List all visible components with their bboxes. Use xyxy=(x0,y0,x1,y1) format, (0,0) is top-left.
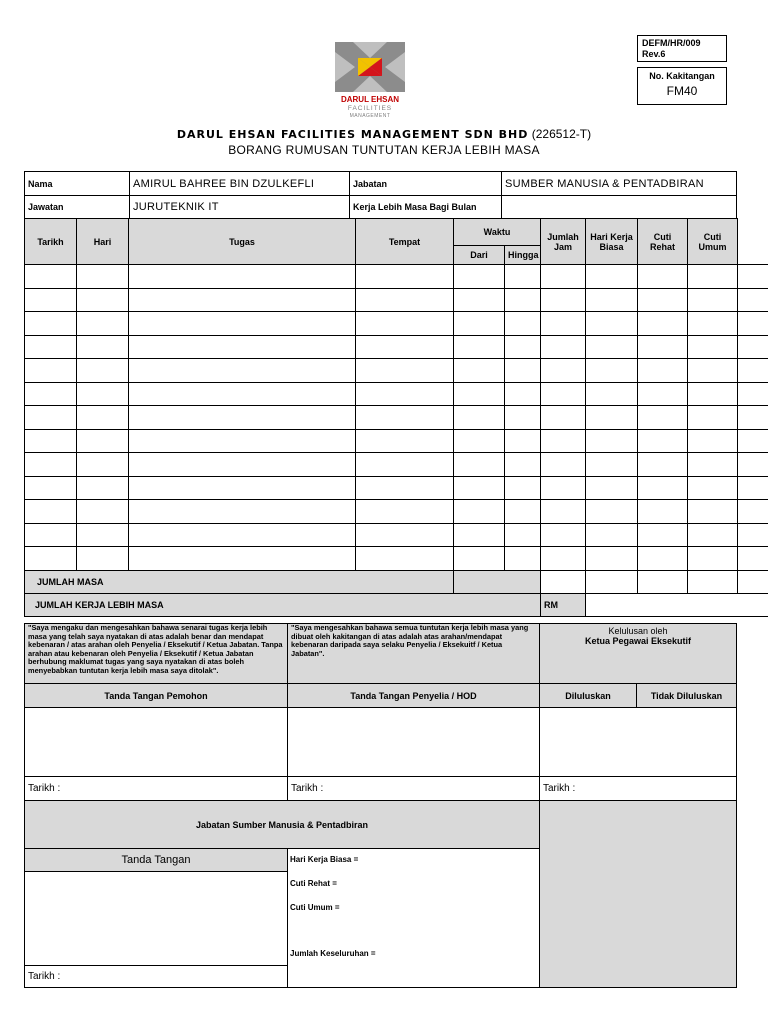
entry-cell-rest-day[interactable] xyxy=(638,335,688,359)
entry-cell-public-holiday-end[interactable] xyxy=(738,335,768,359)
entry-cell-workday[interactable] xyxy=(586,406,638,430)
hr-grand-total-label: Jumlah Keseluruhan = xyxy=(290,949,376,958)
declaration-table xyxy=(24,623,737,988)
entry-cell-public-holiday-end[interactable] xyxy=(738,288,768,312)
entry-cell-task[interactable] xyxy=(129,288,356,312)
entry-cell-total-hours[interactable] xyxy=(541,547,586,571)
entry-cell-place[interactable] xyxy=(356,406,454,430)
ceo-signature-box[interactable] xyxy=(540,708,737,777)
entry-cell-public-holiday-end[interactable] xyxy=(738,406,768,430)
entry-cell-rest-day[interactable] xyxy=(638,523,688,547)
entry-cell-place[interactable] xyxy=(356,265,454,289)
entry-cell-rest-day[interactable] xyxy=(638,265,688,289)
entry-cell-public-holiday[interactable] xyxy=(688,523,738,547)
entry-cell-workday[interactable] xyxy=(586,453,638,477)
col-header-to: Hingga xyxy=(505,246,541,265)
entry-cell-total-hours[interactable] xyxy=(541,500,586,524)
entry-cell-to[interactable] xyxy=(505,406,541,430)
entry-cell-date[interactable] xyxy=(25,453,77,477)
entry-cell-task[interactable] xyxy=(129,476,356,500)
entry-cell-date[interactable] xyxy=(25,547,77,571)
entry-cell-total-hours[interactable] xyxy=(541,382,586,406)
overtime-entry-rows xyxy=(25,265,768,571)
entry-cell-date[interactable] xyxy=(25,523,77,547)
entry-cell-place[interactable] xyxy=(356,547,454,571)
entry-cell-date[interactable] xyxy=(25,476,77,500)
table-row xyxy=(25,406,768,430)
entry-cell-to[interactable] xyxy=(505,500,541,524)
table-row xyxy=(25,547,768,571)
entry-cell-rest-day[interactable] xyxy=(638,476,688,500)
entry-cell-day[interactable] xyxy=(77,453,129,477)
entry-cell-day[interactable] xyxy=(77,500,129,524)
col-header-public-holiday: Cuti Umum xyxy=(688,219,738,265)
col-header-from: Dari xyxy=(454,246,505,265)
entry-cell-public-holiday-end[interactable] xyxy=(738,523,768,547)
total-workday-value[interactable] xyxy=(586,570,638,593)
entry-cell-total-hours[interactable] xyxy=(541,335,586,359)
company-logo xyxy=(333,40,407,120)
applicant-signature-header: Tanda Tangan Pemohon xyxy=(25,684,288,708)
entry-cell-workday[interactable] xyxy=(586,312,638,336)
overtime-detail-table xyxy=(24,218,768,617)
entry-cell-public-holiday-end[interactable] xyxy=(738,453,768,477)
entry-cell-total-hours[interactable] xyxy=(541,476,586,500)
entry-cell-workday[interactable] xyxy=(586,382,638,406)
total-public-holiday-value[interactable] xyxy=(688,570,738,593)
hr-summary-box xyxy=(288,849,540,988)
company-registration: (226512-T) xyxy=(531,127,592,141)
entry-cell-public-holiday[interactable] xyxy=(688,453,738,477)
entry-cell-place[interactable] xyxy=(356,476,454,500)
position-label: Jawatan xyxy=(25,196,130,219)
entry-cell-from[interactable] xyxy=(454,406,505,430)
entry-cell-rest-day[interactable] xyxy=(638,288,688,312)
entry-cell-day[interactable] xyxy=(77,312,129,336)
total-hours-time-cell xyxy=(454,570,541,593)
entry-cell-to[interactable] xyxy=(505,265,541,289)
form-reference-box xyxy=(637,35,727,62)
table-row xyxy=(25,429,768,453)
entry-cell-place[interactable] xyxy=(356,312,454,336)
entry-cell-rest-day[interactable] xyxy=(638,453,688,477)
entry-cell-workday[interactable] xyxy=(586,523,638,547)
logo-text-line1: DARUL EHSAN xyxy=(340,95,400,104)
entry-cell-public-holiday[interactable] xyxy=(688,359,738,383)
col-header-place: Tempat xyxy=(356,219,454,265)
entry-cell-workday[interactable] xyxy=(586,335,638,359)
entry-cell-day[interactable] xyxy=(77,429,129,453)
entry-cell-rest-day[interactable] xyxy=(638,429,688,453)
entry-cell-date[interactable] xyxy=(25,359,77,383)
entry-cell-from[interactable] xyxy=(454,288,505,312)
total-hours-label: JUMLAH MASA xyxy=(25,570,454,593)
ceo-date-label: Tarikh : xyxy=(540,777,737,801)
hr-public-holiday-label: Cuti Umum = xyxy=(290,903,340,912)
hr-date-label: Tarikh : xyxy=(25,966,288,988)
supervisor-declaration: "Saya mengesahkan bahawa semua tuntutan kerja lebih masa yang dibuat oleh kakitangan di atas adalah atas arahan/mendapat kebenaran daripada saya selaku Penyelia / Eksekuitf / Ketua Jabatan". xyxy=(288,624,540,684)
entry-cell-date[interactable] xyxy=(25,382,77,406)
entry-cell-task[interactable] xyxy=(129,406,356,430)
entry-cell-to[interactable] xyxy=(505,547,541,571)
entry-cell-date[interactable] xyxy=(25,288,77,312)
entry-cell-to[interactable] xyxy=(505,453,541,477)
form-title: BORANG RUMUSAN TUNTUTAN KERJA LEBIH MASA xyxy=(228,143,540,157)
ceo-shaded-area xyxy=(540,801,737,988)
col-header-task: Tugas xyxy=(129,219,356,265)
entry-cell-to[interactable] xyxy=(505,312,541,336)
entry-cell-place[interactable] xyxy=(356,382,454,406)
entry-cell-public-holiday[interactable] xyxy=(688,406,738,430)
entry-cell-total-hours[interactable] xyxy=(541,406,586,430)
col-header-rest-day: Cuti Rehat xyxy=(638,219,688,265)
entry-cell-total-hours[interactable] xyxy=(541,359,586,383)
hr-rest-day-label: Cuti Rehat = xyxy=(290,879,337,888)
approval-heading xyxy=(540,624,737,684)
entry-cell-rest-day[interactable] xyxy=(638,500,688,524)
entry-cell-public-holiday-end[interactable] xyxy=(738,265,768,289)
entry-cell-date[interactable] xyxy=(25,429,77,453)
entry-cell-public-holiday[interactable] xyxy=(688,500,738,524)
entry-cell-place[interactable] xyxy=(356,288,454,312)
form-revision: Rev.6 xyxy=(642,49,666,59)
entry-cell-from[interactable] xyxy=(454,523,505,547)
col-header-total-hours: Jumlah Jam xyxy=(541,219,586,265)
applicant-date-label: Tarikh : xyxy=(25,777,288,801)
entry-cell-rest-day[interactable] xyxy=(638,547,688,571)
col-header-date: Tarikh xyxy=(25,219,77,265)
entry-cell-public-holiday-end[interactable] xyxy=(738,547,768,571)
approval-title: Kelulusan oleh xyxy=(608,626,668,636)
staff-number-label: No. Kakitangan xyxy=(649,71,715,81)
entry-cell-task[interactable] xyxy=(129,500,356,524)
entry-cell-day[interactable] xyxy=(77,265,129,289)
department-value: SUMBER MANUSIA & PENTADBIRAN xyxy=(502,172,737,196)
entry-cell-from[interactable] xyxy=(454,359,505,383)
entry-cell-public-holiday[interactable] xyxy=(688,288,738,312)
staff-number-box xyxy=(637,67,727,105)
employee-info-table xyxy=(24,171,737,219)
entry-cell-public-holiday-end[interactable] xyxy=(738,382,768,406)
supervisor-date-label: Tarikh : xyxy=(288,777,540,801)
hr-section-title: Jabatan Sumber Manusia & Pentadbiran xyxy=(25,801,540,849)
entry-cell-rest-day[interactable] xyxy=(638,406,688,430)
entry-cell-public-holiday-end[interactable] xyxy=(738,312,768,336)
entry-cell-to[interactable] xyxy=(505,429,541,453)
total-ot-amount[interactable] xyxy=(586,593,768,616)
applicant-declaration: "Saya mengaku dan mengesahkan bahawa senarai tugas kerja lebih masa yang telah saya nyatakan di atas adalah benar dan mendapat kebenaran / atas arahan oleh Penyelia / Eksekutif / Ketua Jabatan. Tanpa arahan atau kebenaran oleh Penyelia / Eksekutif / Ketua Jabatan berhubung maklumat tugas yang saya nyatakan di atas boleh menyebabkan tuntutan kerja lebih masa saya ditolak". xyxy=(25,624,288,684)
entry-cell-from[interactable] xyxy=(454,335,505,359)
entry-cell-from[interactable] xyxy=(454,476,505,500)
entry-cell-rest-day[interactable] xyxy=(638,312,688,336)
company-heading xyxy=(0,127,768,141)
entry-cell-to[interactable] xyxy=(505,476,541,500)
table-row xyxy=(25,335,768,359)
department-label: Jabatan xyxy=(350,172,502,196)
entry-cell-day[interactable] xyxy=(77,406,129,430)
table-row xyxy=(25,500,768,524)
table-row xyxy=(25,382,768,406)
entry-cell-from[interactable] xyxy=(454,429,505,453)
entry-cell-task[interactable] xyxy=(129,312,356,336)
company-name: DARUL EHSAN FACILITIES MANAGEMENT SDN BHD xyxy=(176,128,529,141)
entry-cell-place[interactable] xyxy=(356,359,454,383)
entry-cell-place[interactable] xyxy=(356,335,454,359)
supervisor-signature-box[interactable] xyxy=(288,708,540,777)
entry-cell-workday[interactable] xyxy=(586,429,638,453)
entry-cell-day[interactable] xyxy=(77,523,129,547)
entry-cell-public-holiday[interactable] xyxy=(688,335,738,359)
entry-cell-total-hours[interactable] xyxy=(541,265,586,289)
entry-cell-date[interactable] xyxy=(25,406,77,430)
name-label: Nama xyxy=(25,172,130,196)
entry-cell-date[interactable] xyxy=(25,312,77,336)
entry-cell-to[interactable] xyxy=(505,382,541,406)
entry-cell-task[interactable] xyxy=(129,429,356,453)
entry-cell-task[interactable] xyxy=(129,547,356,571)
entry-cell-total-hours[interactable] xyxy=(541,288,586,312)
col-header-day: Hari xyxy=(77,219,129,265)
entry-cell-total-hours[interactable] xyxy=(541,429,586,453)
entry-cell-workday[interactable] xyxy=(586,547,638,571)
entry-cell-date[interactable] xyxy=(25,335,77,359)
entry-cell-to[interactable] xyxy=(505,335,541,359)
entry-cell-day[interactable] xyxy=(77,335,129,359)
entry-cell-total-hours[interactable] xyxy=(541,523,586,547)
table-row xyxy=(25,312,768,336)
entry-cell-public-holiday[interactable] xyxy=(688,312,738,336)
entry-cell-public-holiday[interactable] xyxy=(688,547,738,571)
approval-subtitle: Ketua Pegawai Eksekutif xyxy=(584,636,692,646)
entry-cell-public-holiday-end[interactable] xyxy=(738,476,768,500)
entry-cell-total-hours[interactable] xyxy=(541,312,586,336)
logo-text-line3: MANAGEMENT xyxy=(349,113,391,119)
logo-emblem-icon xyxy=(333,40,407,120)
entry-cell-day[interactable] xyxy=(77,359,129,383)
hr-signature-box[interactable] xyxy=(25,872,288,966)
entry-cell-task[interactable] xyxy=(129,359,356,383)
entry-cell-day[interactable] xyxy=(77,476,129,500)
entry-cell-public-holiday[interactable] xyxy=(688,429,738,453)
entry-cell-from[interactable] xyxy=(454,547,505,571)
entry-cell-place[interactable] xyxy=(356,429,454,453)
approved-header: Diluluskan xyxy=(540,684,637,708)
entry-cell-workday[interactable] xyxy=(586,288,638,312)
col-header-workday: Hari Kerja Biasa xyxy=(586,219,638,265)
entry-cell-public-holiday-end[interactable] xyxy=(738,500,768,524)
logo-text-line2: FACILITIES xyxy=(347,105,393,112)
entry-cell-to[interactable] xyxy=(505,523,541,547)
not-approved-header: Tidak Diluluskan xyxy=(637,684,737,708)
entry-cell-day[interactable] xyxy=(77,288,129,312)
entry-cell-from[interactable] xyxy=(454,453,505,477)
entry-cell-task[interactable] xyxy=(129,382,356,406)
entry-cell-task[interactable] xyxy=(129,335,356,359)
entry-cell-to[interactable] xyxy=(505,288,541,312)
entry-cell-from[interactable] xyxy=(454,312,505,336)
entry-cell-public-holiday[interactable] xyxy=(688,382,738,406)
entry-cell-day[interactable] xyxy=(77,547,129,571)
table-row xyxy=(25,265,768,289)
ot-month-value[interactable] xyxy=(502,196,737,219)
total-rest-day-value[interactable] xyxy=(638,570,688,593)
entry-cell-date[interactable] xyxy=(25,500,77,524)
hr-workday-label: Hari Kerja Biasa = xyxy=(290,855,359,864)
table-row xyxy=(25,359,768,383)
position-value: JURUTEKNIK IT xyxy=(130,196,350,219)
entry-cell-workday[interactable] xyxy=(586,359,638,383)
applicant-signature-box[interactable] xyxy=(25,708,288,777)
entry-cell-task[interactable] xyxy=(129,265,356,289)
entry-cell-task[interactable] xyxy=(129,523,356,547)
entry-cell-from[interactable] xyxy=(454,500,505,524)
entry-cell-public-holiday-end[interactable] xyxy=(738,359,768,383)
staff-number-value: FM40 xyxy=(666,84,698,98)
entry-cell-to[interactable] xyxy=(505,359,541,383)
entry-cell-place[interactable] xyxy=(356,453,454,477)
total-ot-label: JUMLAH KERJA LEBIH MASA xyxy=(25,593,541,616)
table-row xyxy=(25,453,768,477)
table-row xyxy=(25,288,768,312)
entry-cell-public-holiday-end[interactable] xyxy=(738,429,768,453)
entry-cell-rest-day[interactable] xyxy=(638,359,688,383)
col-header-time: Waktu xyxy=(454,219,541,246)
entry-cell-workday[interactable] xyxy=(586,476,638,500)
entry-cell-place[interactable] xyxy=(356,523,454,547)
form-ref-code: DEFM/HR/009 xyxy=(642,38,701,48)
entry-cell-rest-day[interactable] xyxy=(638,382,688,406)
table-row xyxy=(25,523,768,547)
entry-cell-total-hours[interactable] xyxy=(541,453,586,477)
entry-cell-workday[interactable] xyxy=(586,500,638,524)
entry-cell-task[interactable] xyxy=(129,453,356,477)
ot-month-label: Kerja Lebih Masa Bagi Bulan xyxy=(350,196,502,219)
hr-signature-label: Tanda Tangan xyxy=(25,849,288,872)
supervisor-signature-header: Tanda Tangan Penyelia / HOD xyxy=(288,684,540,708)
entry-cell-from[interactable] xyxy=(454,382,505,406)
entry-cell-workday[interactable] xyxy=(586,265,638,289)
entry-cell-from[interactable] xyxy=(454,265,505,289)
entry-cell-day[interactable] xyxy=(77,382,129,406)
entry-cell-public-holiday[interactable] xyxy=(688,476,738,500)
table-row xyxy=(25,476,768,500)
entry-cell-place[interactable] xyxy=(356,500,454,524)
name-value: AMIRUL BAHREE BIN DZULKEFLI xyxy=(130,172,350,196)
entry-cell-public-holiday[interactable] xyxy=(688,265,738,289)
currency-label: RM xyxy=(541,593,586,616)
entry-cell-date[interactable] xyxy=(25,265,77,289)
total-hours-value[interactable] xyxy=(541,570,586,593)
